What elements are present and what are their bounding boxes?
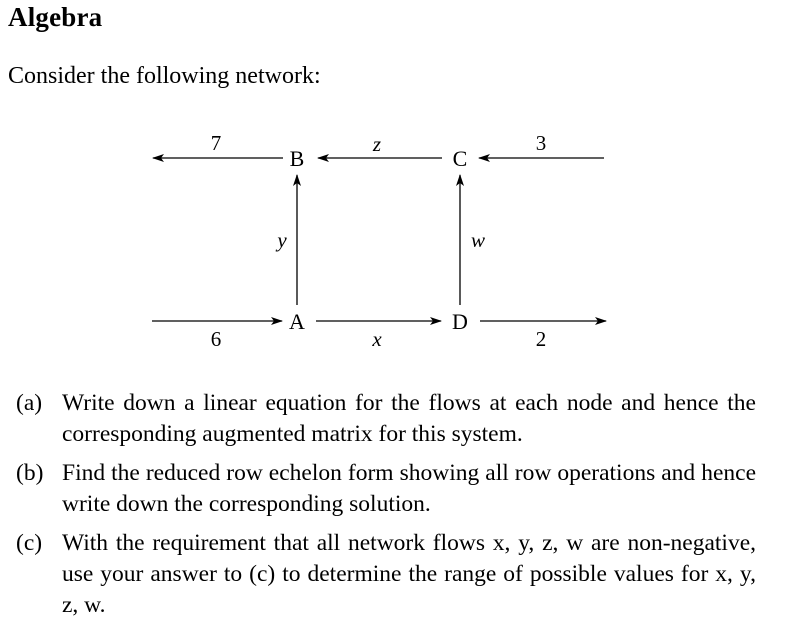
label-d-out: 2 xyxy=(535,327,547,351)
node-c: C xyxy=(452,146,468,171)
node-b: B xyxy=(289,146,305,171)
part-b-label: (b) xyxy=(16,460,44,486)
node-a: A xyxy=(289,309,305,334)
label-a-to-b: y xyxy=(277,228,287,252)
part-a-label: (a) xyxy=(16,390,43,416)
question-parts xyxy=(16,388,756,629)
part-c-text: With the requirement that all network flows x, y, z, w are non-negative, use your answer to (c) to determine the range of possible values for x, y, z, w. xyxy=(62,530,756,618)
label-b-out: 7 xyxy=(210,131,222,155)
label-a-in: 6 xyxy=(210,327,222,351)
part-b-text: Find the reduced row echelon form showing all row operations and hence write down the corresponding solution. xyxy=(62,460,756,517)
label-d-to-c: w xyxy=(470,228,486,252)
page-title: Algebra xyxy=(8,2,103,32)
part-c-label: (c) xyxy=(16,530,43,556)
part-c xyxy=(16,528,756,621)
part-a xyxy=(16,388,756,450)
label-c-in: 3 xyxy=(535,131,547,155)
intro-text: Consider the following network: xyxy=(8,63,321,89)
part-a-text: Write down a linear equation for the flows at each node and hence the corresponding augmented matrix for this system. xyxy=(62,390,756,447)
label-c-to-b: z xyxy=(372,132,382,156)
part-b xyxy=(16,458,756,520)
label-a-to-d: x xyxy=(372,327,382,351)
node-d: D xyxy=(452,309,468,334)
